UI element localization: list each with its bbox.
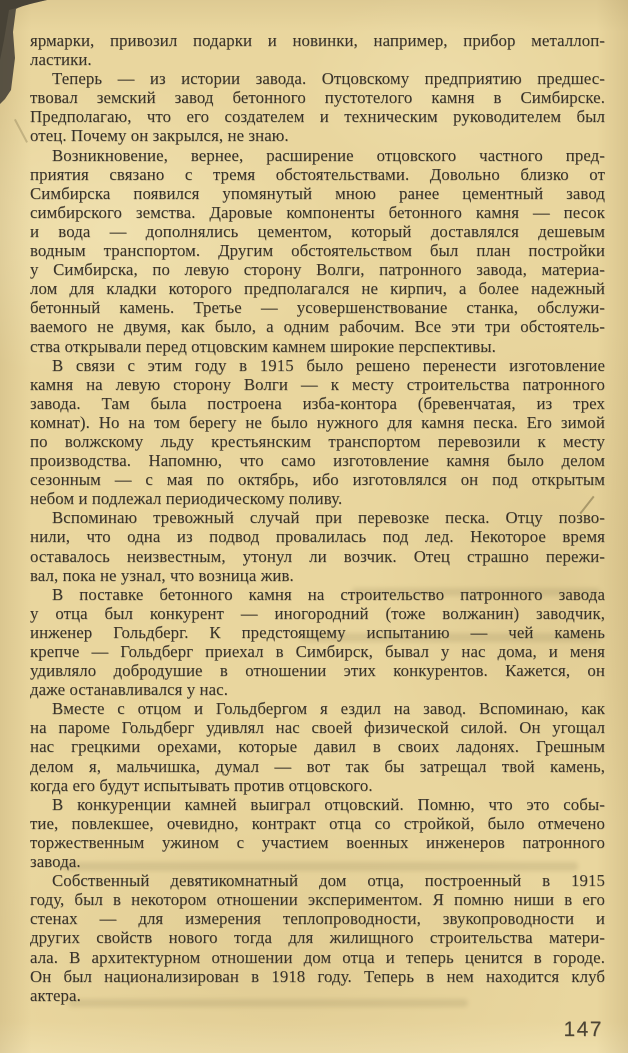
text-line: даже останавливался у нас. bbox=[30, 680, 229, 700]
text-line: Собственный девятикомнатный дом отца, построенный в 1915 bbox=[52, 871, 605, 891]
text-line: нили, что одна из подвод провалилась под лед. Некоторое время bbox=[30, 527, 605, 547]
text-line: приятия связано с тремя обстоятельствами. Довольно близко от bbox=[30, 164, 605, 184]
paragraph bbox=[30, 871, 605, 1005]
text-line: оставалось неизвестным, утонул ли возчик. Отец страшно пережи- bbox=[30, 546, 605, 566]
text-line: Он был национализирован в 1918 году. Теперь в нем находится клуб bbox=[30, 966, 605, 986]
paragraph bbox=[30, 699, 605, 794]
text-line: симбирского земства. Даровые компоненты бетонного камня — песок bbox=[30, 202, 605, 222]
text-line: Предполагаю, что его создателем и техническим руководителем был bbox=[30, 107, 605, 127]
text-line: сезонным — с мая по октябрь, ибо изготовлялся он под открытым bbox=[30, 470, 605, 490]
text-line: лом для кладки которого предполагался не кирпич, а более надежный bbox=[30, 279, 605, 299]
text-line: ластики. bbox=[30, 50, 92, 70]
text-line: на пароме Гольдберг удивлял нас своей физической силой. Он угощал bbox=[30, 718, 605, 738]
text-line: отец. Почему он закрылся, не знаю. bbox=[30, 126, 289, 146]
text-line: Возникновение, вернее, расширение отцовского частного пред- bbox=[52, 145, 605, 165]
paragraph bbox=[30, 146, 605, 356]
paragraph bbox=[30, 508, 605, 584]
text-line: ала. В архитектурном отношении дом отца и теперь ценится в городе. bbox=[30, 947, 605, 967]
text-line: Симбирска появился упомянутый мною ранее цементный завод bbox=[30, 183, 605, 203]
text-line: удивляло добродушие в отношении этих конкурентов. Кажется, он bbox=[30, 661, 605, 681]
text-line: ваемого не двумя, как было, а одним рабочим. Все эти три обстоятель- bbox=[30, 317, 605, 337]
text-line: году, был в некотором отношении экспериментом. Я помню ниши в его bbox=[30, 890, 605, 910]
text-line: Вместе с отцом и Гольдбергом я ездил на завод. Вспоминаю, как bbox=[52, 699, 605, 719]
text-line: комнат). Но на том берегу не было нужного для камня песка. Его зимой bbox=[30, 412, 605, 432]
text-line: производства. Напомню, что само изготовление камня было делом bbox=[30, 451, 605, 471]
paragraph bbox=[30, 69, 605, 145]
text-line: и вода — дополнялись цементом, который доставлялся дешевым bbox=[30, 221, 605, 241]
text-line: твовал земский завод бетонного пустотелого камня в Симбирске. bbox=[30, 88, 605, 108]
paper-scratch bbox=[14, 119, 28, 143]
text-line: делом я, мальчишка, думал — вот так бы затрещал твой камень, bbox=[30, 756, 605, 776]
text-line: В связи с этим году в 1915 было решено перенести изготовление bbox=[52, 355, 605, 375]
text-line: актера. bbox=[30, 985, 81, 1005]
text-line: торжественным ужином с участием военных инженеров патронного bbox=[30, 832, 605, 852]
text-line: у Симбирска, по левую сторону Волги, патронного завода, материа- bbox=[30, 260, 605, 280]
text-line: нас грецкими орехами, которые давил в своих ладонях. Грешным bbox=[30, 737, 605, 757]
text-line: других свойств нового тогда для жилищного строительства матери- bbox=[30, 928, 605, 948]
text-line: инженер Гольдберг. К предстоящему испытанию — чей камень bbox=[30, 622, 605, 642]
text-line: небом и подлежал периодическому поливу. bbox=[30, 489, 343, 509]
text-line: стенах — для измерения теплопроводности, звукопроводности и bbox=[30, 909, 605, 929]
text-line: Теперь — из истории завода. Отцовскому предприятию предшес- bbox=[52, 69, 605, 89]
text-line: водным транспортом. Другим обстоятельством был план постройки bbox=[30, 241, 605, 261]
text-line: ства открывали перед отцовским камнем широкие перспективы. bbox=[30, 336, 496, 356]
text-line: вал, пока не узнал, что возница жив. bbox=[30, 565, 294, 585]
text-line: камня на левую сторону Волги — к месту строительства патронного bbox=[30, 374, 605, 394]
text-line: завода. bbox=[30, 852, 81, 872]
text-line: у отца был конкурент — иногородний (тоже волжанин) заводчик, bbox=[30, 603, 605, 623]
text-line: Вспоминаю тревожный случай при перевозке песка. Отцу позво- bbox=[52, 508, 605, 528]
paragraph bbox=[30, 585, 605, 700]
paragraph bbox=[30, 795, 605, 871]
page-number: 147 bbox=[563, 1018, 603, 1041]
text-line: ярмарки, привозил подарки и новинки, например, прибор металлоп- bbox=[30, 31, 605, 50]
text-line: по волжскому льду крестьянским транспортом перевозили к месту bbox=[30, 431, 605, 451]
text-line: В поставке бетонного камня на строительство патронного завода bbox=[52, 584, 605, 604]
text-line: В конкуренции камней выиграл отцовский. Помню, что это собы- bbox=[52, 794, 605, 814]
text-line: тие, повлекшее, очевидно, контракт отца со стройкой, было отмечено bbox=[30, 813, 605, 833]
text-line: бетонный камень. Третье — усовершенствование станка, обслужи- bbox=[30, 298, 605, 318]
text-line: завода. Там была построена изба-контора (бревенчатая, из трех bbox=[30, 393, 605, 413]
page-text bbox=[30, 31, 605, 1005]
text-line: крепче — Гольдберг приехал в Симбирск, бывал у нас дома, и меня bbox=[30, 642, 605, 661]
paragraph bbox=[30, 356, 605, 509]
text-line: когда его будут испытывать против отцовского. bbox=[30, 775, 373, 795]
paragraph bbox=[30, 31, 605, 69]
